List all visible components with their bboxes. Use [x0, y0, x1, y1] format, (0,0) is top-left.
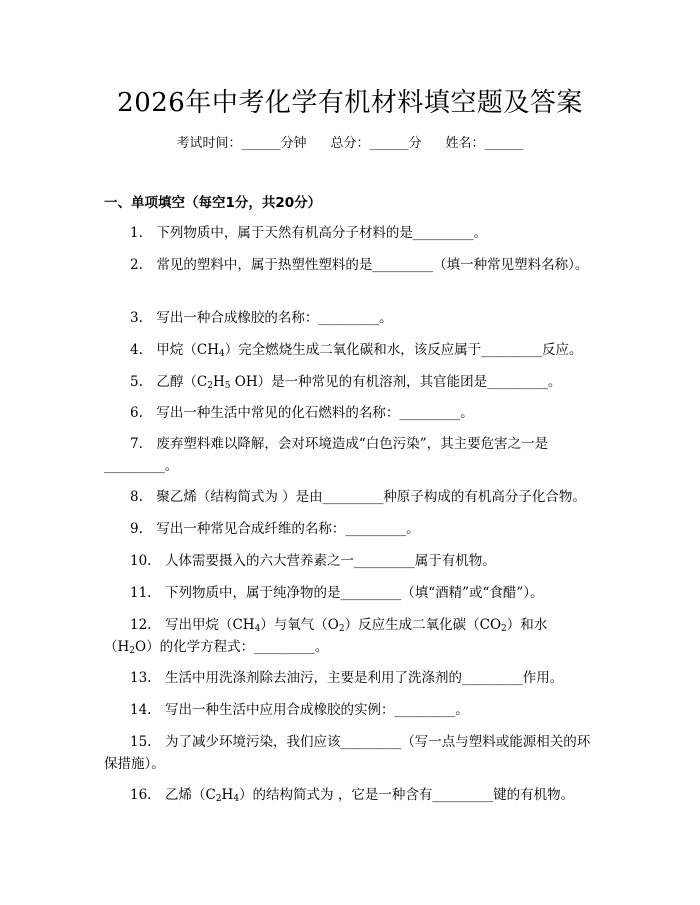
- question-7: 7. 废弃塑料难以降解，会对环境造成“白色污染”，其主要危害之一是_________。: [104, 436, 549, 474]
- page-title: 2026年中考化学有机材料填空题及答案: [117, 88, 583, 118]
- question-14: 14. 写出一种生活中应用合成橡胶的实例：_________。: [130, 702, 469, 718]
- section-heading: 一、单项填空（每空1分，共20分）: [104, 195, 322, 211]
- question-16: 16. 乙烯$(C_2H_4)$的结构简式为 ，它是一种含有_________键的有机物。: [130, 787, 575, 804]
- question-15: 15. 为了减少环境污染，我们应该_________（写一点与塑料或能源相关的环保措施）。: [104, 734, 591, 772]
- exam-time: 考试时间：______分钟: [176, 136, 307, 151]
- question-4: 4. 甲烷$(CH_4)$完全燃烧生成二氧化碳和水，该反应属于_________反应。: [130, 342, 583, 359]
- question-13: 13. 生活中用洗涤剂除去油污，主要是利用了洗涤剂的_________作用。: [130, 670, 564, 686]
- exam-name: 姓名：______: [445, 136, 524, 151]
- question-1: 1. 下列物质中，属于天然有机高分子材料的是_________。: [130, 225, 488, 241]
- question-10: 10. 人体需要摄入的六大营养素之一_________属于有机物。: [130, 553, 496, 569]
- question-8: 8. 聚乙烯（结构简式为 ）是由_________种原子构成的有机高分子化合物。: [130, 489, 586, 505]
- question-11: 11. 下列物质中，属于纯净物的是_________（填“酒精”或“食醋”）。: [130, 585, 544, 601]
- question-2: 2. 常见的塑料中，属于热塑性塑料的是_________（填一种常见塑料名称）。: [130, 257, 589, 273]
- question-6: 6. 写出一种生活中常见的化石燃料的名称：_________。: [130, 405, 474, 421]
- exam-meta: [0, 132, 700, 151]
- question-9: 9. 写出一种常见合成纤维的名称：_________。: [130, 521, 420, 537]
- exam-score: 总分：______分: [330, 136, 422, 151]
- question-3: 3. 写出一种合成橡胶的名称：_________。: [130, 310, 393, 326]
- question-12: 12. 写出甲烷$(CH_4)$与氧气$(O_2)$反应生成二氧化碳$(CO_2)$和水$(H_2O)$的化学方程式：_________。: [104, 617, 548, 656]
- question-5: 5. 乙醇（$C_2H_5$ OH）是一种常见的有机溶剂，其官能团是_________。: [130, 374, 562, 391]
